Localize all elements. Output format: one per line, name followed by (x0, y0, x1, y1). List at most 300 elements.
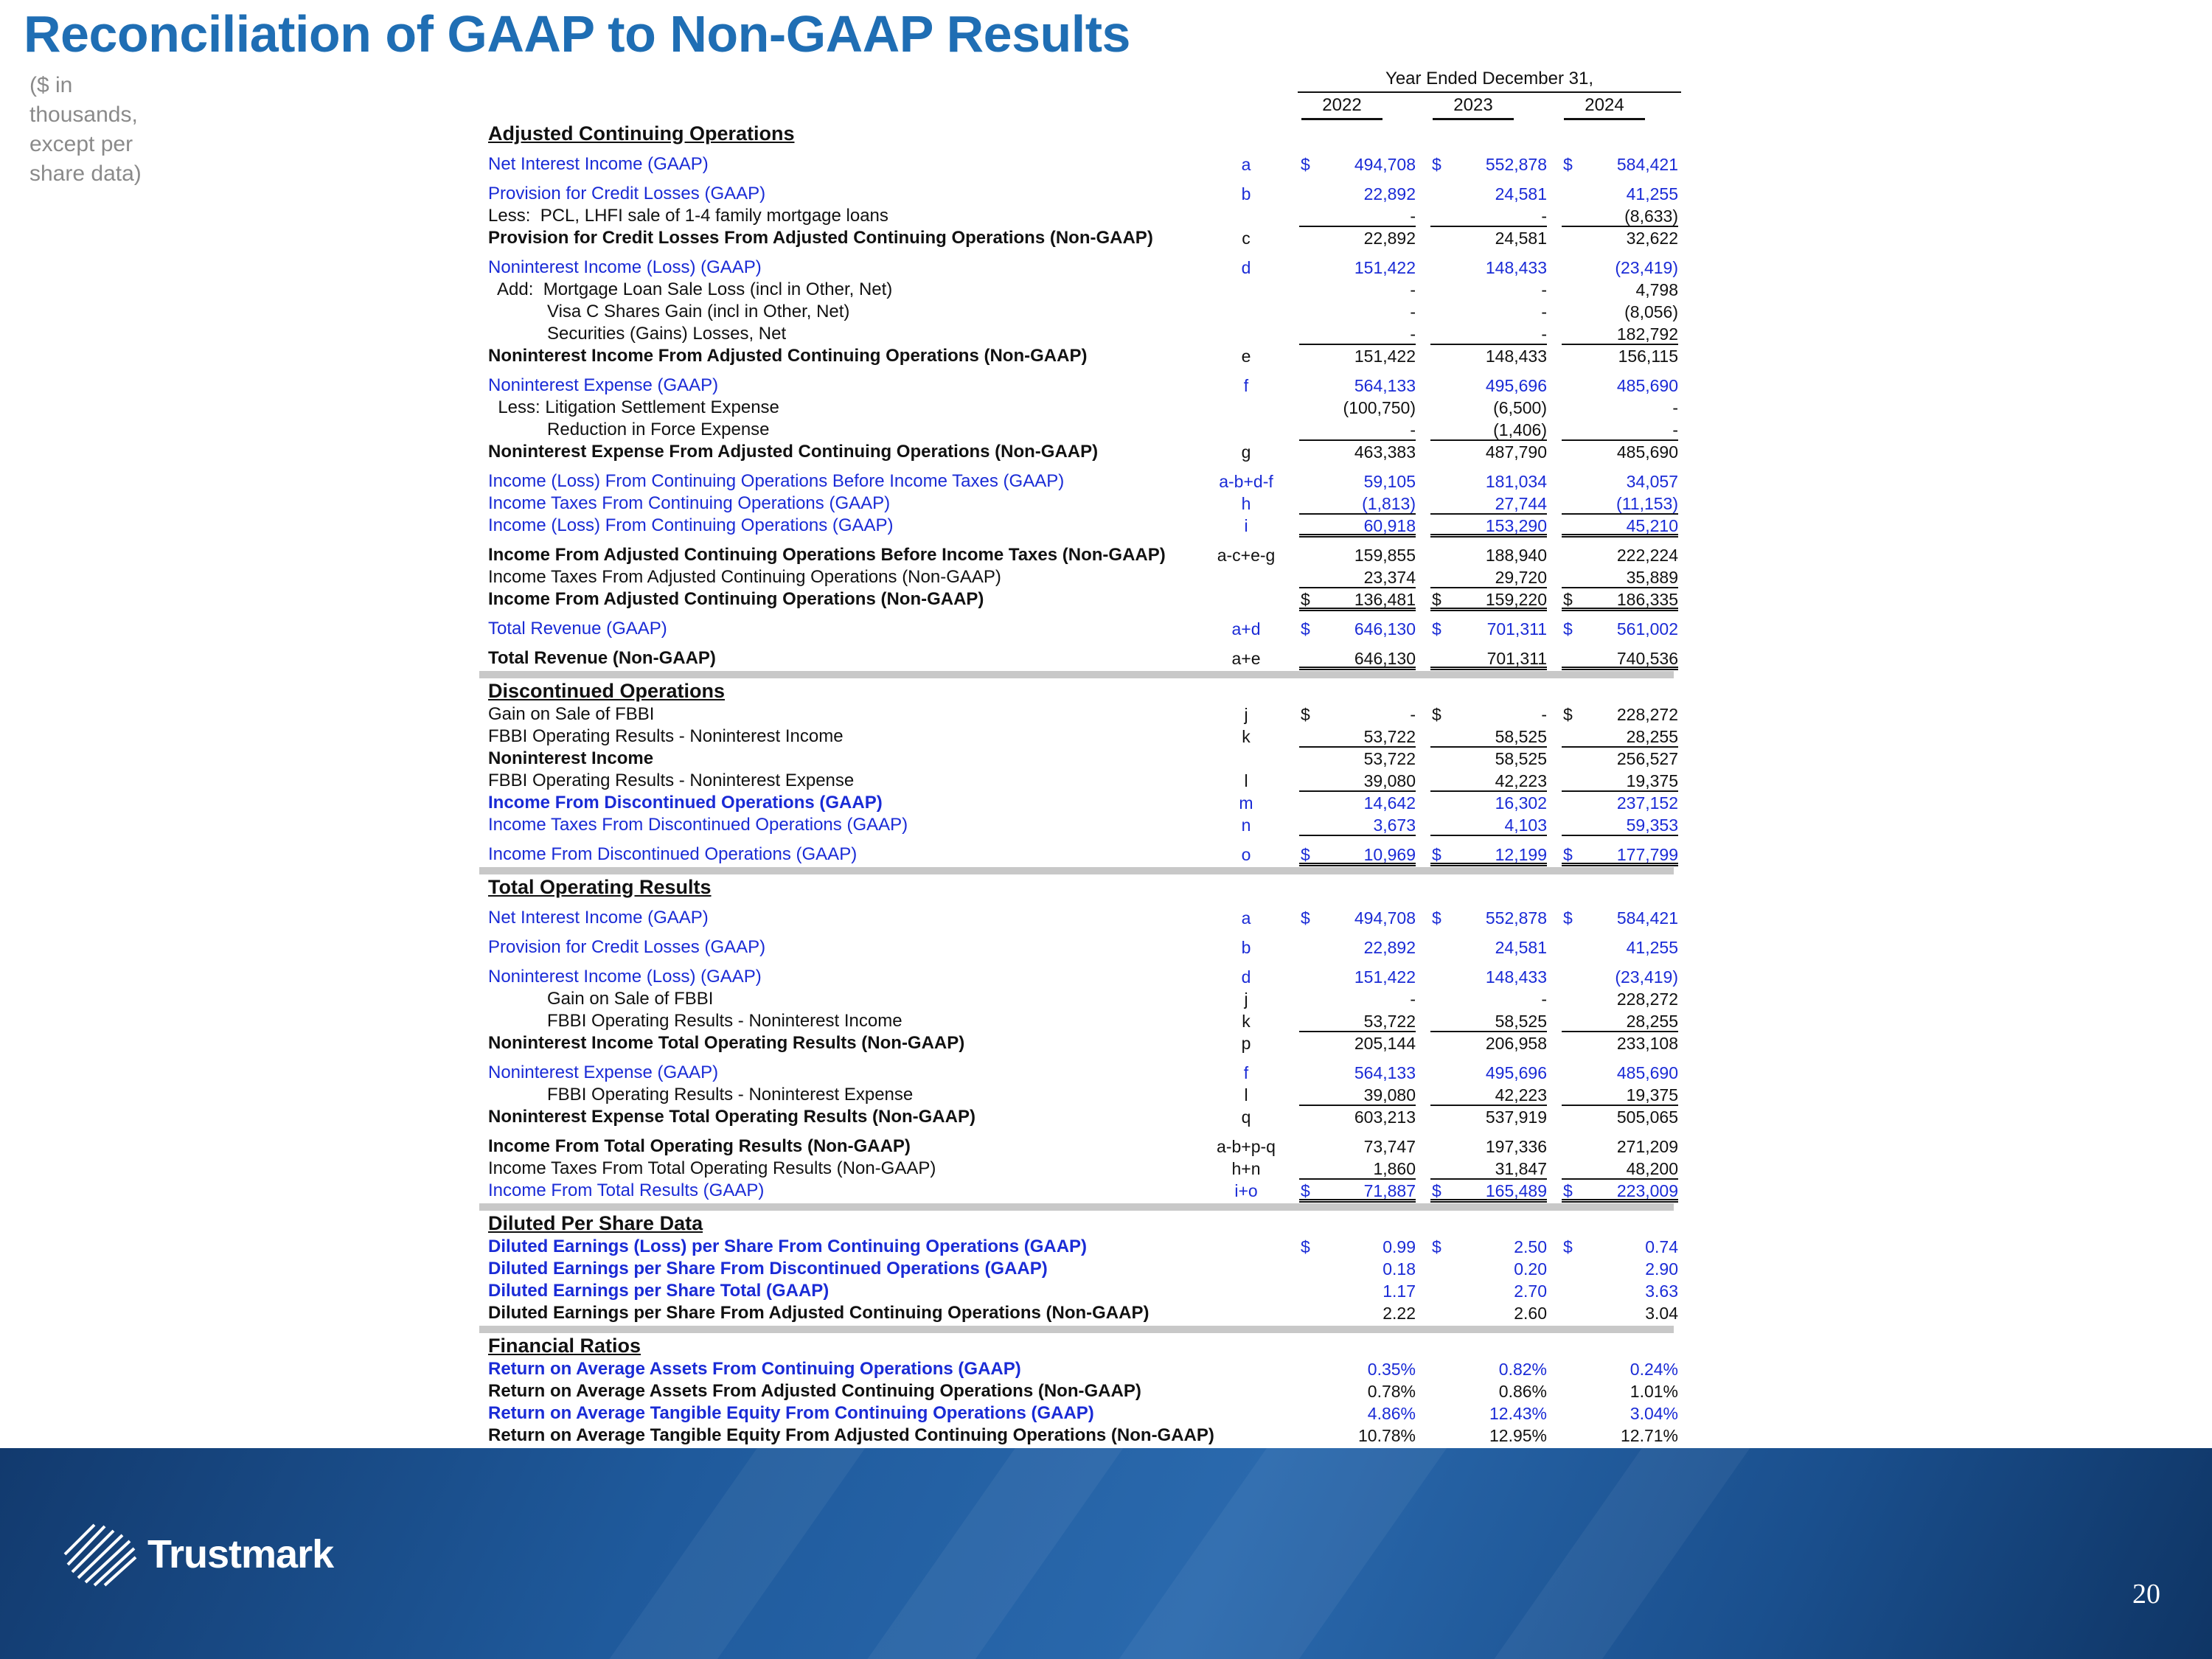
value-cell-2023: 12.43% (1489, 1404, 1547, 1423)
row-label: Less: PCL, LHFI sale of 1-4 family mortgage loans (488, 206, 888, 226)
value-cell-2024: 223,009 (1562, 1180, 1678, 1203)
row-label: Income From Adjusted Continuing Operations (Non-GAAP) (488, 589, 984, 609)
row-reference: l (1244, 1085, 1248, 1105)
value-cell-2023: 27,744 (1430, 493, 1547, 515)
row-reference: n (1241, 815, 1251, 835)
table-row (479, 1402, 1678, 1425)
value-cell-2024: 271,209 (1616, 1137, 1678, 1156)
value-cell-2024: - (1672, 398, 1678, 417)
value-cell-2024: - (1562, 419, 1678, 441)
table-row (479, 792, 1678, 814)
value-cell-2022: (1,813) (1299, 493, 1416, 515)
row-reference: b (1241, 938, 1251, 957)
row-label: Add: Mortgage Loan Sale Loss (incl in Other, Net) (488, 279, 893, 299)
section-heading: Total Operating Results (488, 876, 712, 898)
row-label: Income Taxes From Total Operating Results (Non-GAAP) (488, 1158, 936, 1178)
value-cell-2022: 494,708 (1354, 155, 1416, 174)
row-label: Provision for Credit Losses (GAAP) (488, 937, 766, 957)
row-label: Provision for Credit Losses From Adjusted Continuing Operations (Non-GAAP) (488, 228, 1153, 248)
row-label: Return on Average Assets From Adjusted Continuing Operations (Non-GAAP) (488, 1381, 1141, 1401)
value-cell-2023: 24,581 (1495, 184, 1547, 204)
value-cell-2022: 59,105 (1363, 472, 1416, 491)
footer-band (0, 1448, 2212, 1659)
table-row (479, 1135, 1678, 1158)
row-label: Securities (Gains) Losses, Net (488, 324, 787, 344)
value-cell-2023: 42,223 (1430, 770, 1547, 792)
table-row (479, 493, 1678, 515)
row-label: Income Taxes From Discontinued Operations (GAAP) (488, 815, 908, 835)
row-reference: i (1244, 516, 1248, 535)
row-label: Noninterest Expense Total Operating Results (Non-GAAP) (488, 1107, 975, 1127)
value-cell-2022: 10,969 (1299, 844, 1416, 866)
table-row (479, 618, 1678, 640)
value-cell-2024: (23,419) (1615, 258, 1678, 277)
value-cell-2023: 0.82% (1498, 1360, 1547, 1379)
row-label: Gain on Sale of FBBI (488, 704, 655, 724)
value-cell-2023: 206,958 (1485, 1034, 1547, 1053)
value-cell-2024: 1.01% (1630, 1382, 1678, 1401)
value-cell-2023: 2.70 (1514, 1281, 1547, 1301)
value-cell-2022: 463,383 (1354, 442, 1416, 462)
table-row (479, 1106, 1678, 1128)
value-cell-2022: 1,860 (1299, 1158, 1416, 1180)
table-row (479, 770, 1678, 792)
dollar-sign: $ (1432, 619, 1441, 639)
section-separator (479, 671, 1674, 678)
value-cell-2022: 0.78% (1367, 1382, 1416, 1401)
value-cell-2024: 177,799 (1562, 844, 1678, 866)
row-label: Noninterest Expense From Adjusted Continuing Operations (Non-GAAP) (488, 442, 1099, 462)
value-cell-2023: (1,406) (1430, 419, 1547, 441)
section-heading: Discontinued Operations (488, 680, 726, 702)
section-heading-row (479, 1335, 1674, 1357)
value-cell-2024: 256,527 (1616, 749, 1678, 768)
value-cell-2024: 4,798 (1635, 280, 1678, 299)
value-cell-2024: 48,200 (1562, 1158, 1678, 1180)
value-cell-2024: (8,633) (1562, 205, 1678, 227)
value-cell-2024: 59,353 (1562, 814, 1678, 836)
value-cell-2023: 58,525 (1430, 726, 1547, 748)
trustmark-globe-icon (62, 1519, 139, 1590)
dollar-sign: $ (1563, 845, 1573, 864)
row-reference: l (1244, 771, 1248, 790)
row-reference: d (1241, 967, 1251, 987)
value-cell-2024: 3.63 (1645, 1281, 1678, 1301)
table-row (479, 726, 1678, 748)
value-cell-2024: 3.04% (1630, 1404, 1678, 1423)
value-cell-2022: (100,750) (1343, 398, 1416, 417)
value-cell-2022: 60,918 (1299, 515, 1416, 538)
table-row (479, 419, 1678, 441)
value-cell-2023: - (1541, 302, 1547, 321)
row-label: Income From Total Results (GAAP) (488, 1180, 765, 1200)
table-row (479, 1302, 1678, 1324)
value-cell-2023: - (1541, 280, 1547, 299)
section-separator (479, 867, 1674, 874)
dollar-sign: $ (1563, 705, 1573, 724)
value-cell-2023: 2.60 (1514, 1304, 1547, 1323)
table-row (479, 907, 1678, 929)
table-row (479, 566, 1678, 588)
value-cell-2023: 148,433 (1485, 347, 1547, 366)
value-cell-2024: 28,255 (1562, 726, 1678, 748)
dollar-sign: $ (1301, 155, 1310, 174)
row-reference: m (1239, 793, 1253, 813)
table-row (479, 441, 1678, 463)
value-cell-2022: 151,422 (1354, 347, 1416, 366)
value-cell-2022: 53,722 (1299, 726, 1416, 748)
value-cell-2022: 646,130 (1299, 647, 1416, 670)
row-label: Income From Discontinued Operations (GAAP) (488, 793, 883, 813)
dollar-sign: $ (1432, 845, 1441, 864)
table-row (479, 1258, 1678, 1280)
value-cell-2024: (8,056) (1624, 302, 1678, 321)
row-reference: k (1242, 1012, 1251, 1031)
value-cell-2024: 0.74 (1645, 1237, 1678, 1256)
table-row (479, 183, 1678, 205)
value-cell-2023: 2.50 (1514, 1237, 1547, 1256)
row-label: FBBI Operating Results - Noninterest Expense (488, 771, 855, 790)
row-label: Provision for Credit Losses (GAAP) (488, 184, 766, 204)
row-reference: a (1241, 155, 1251, 174)
row-label: Noninterest Income Total Operating Results (Non-GAAP) (488, 1033, 965, 1053)
row-label: Diluted Earnings per Share Total (GAAP) (488, 1281, 830, 1301)
row-label: Income (Loss) From Continuing Operations Before Income Taxes (GAAP) (488, 471, 1065, 491)
row-reference: a+d (1231, 619, 1261, 639)
row-label: Return on Average Assets From Continuing Operations (GAAP) (488, 1359, 1021, 1379)
table-row (479, 703, 1678, 726)
value-cell-2023: 58,525 (1430, 1010, 1547, 1032)
table-row (479, 1062, 1678, 1084)
value-cell-2023: 165,489 (1430, 1180, 1547, 1203)
row-label: Income From Discontinued Operations (GAAP) (488, 844, 858, 864)
row-label: Income (Loss) From Continuing Operations (GAAP) (488, 515, 894, 535)
value-cell-2023: 0.20 (1514, 1259, 1547, 1279)
value-cell-2022: 22,892 (1363, 229, 1416, 248)
value-cell-2022: 151,422 (1354, 258, 1416, 277)
value-cell-2023: 552,878 (1485, 155, 1547, 174)
value-cell-2023: 153,290 (1430, 515, 1547, 538)
table-row (479, 647, 1678, 669)
row-reference: k (1242, 727, 1251, 746)
value-cell-2022: 3,673 (1299, 814, 1416, 836)
value-cell-2022: 494,708 (1354, 908, 1416, 928)
value-cell-2024: 34,057 (1626, 472, 1678, 491)
section-heading: Adjusted Continuing Operations (488, 122, 795, 145)
table-row (479, 323, 1678, 345)
page-number: 20 (2132, 1579, 2160, 1610)
value-cell-2023: 24,581 (1495, 229, 1547, 248)
dollar-sign: $ (1432, 705, 1441, 724)
value-cell-2022: 0.18 (1382, 1259, 1416, 1279)
table-row (479, 470, 1678, 493)
table-row (479, 936, 1678, 959)
table-row (479, 1425, 1678, 1447)
value-cell-2024: 584,421 (1616, 908, 1678, 928)
value-cell-2024: 19,375 (1562, 770, 1678, 792)
row-label: Return on Average Tangible Equity From Continuing Operations (GAAP) (488, 1403, 1094, 1423)
row-label: Net Interest Income (GAAP) (488, 154, 709, 174)
value-cell-2024: 186,335 (1562, 588, 1678, 611)
row-reference: a+e (1231, 649, 1261, 668)
table-row (479, 544, 1678, 566)
value-cell-2022: 4.86% (1367, 1404, 1416, 1423)
value-cell-2024: 32,622 (1626, 229, 1678, 248)
row-reference: d (1241, 258, 1251, 277)
table-row (479, 1280, 1678, 1302)
value-cell-2022: 564,133 (1354, 1063, 1416, 1082)
dollar-sign: $ (1301, 1181, 1310, 1200)
row-label: Income Taxes From Adjusted Continuing Operations (Non-GAAP) (488, 567, 1001, 587)
value-cell-2024: 228,272 (1616, 990, 1678, 1009)
value-cell-2022: - (1410, 280, 1416, 299)
value-cell-2024: 233,108 (1616, 1034, 1678, 1053)
page-title: Reconciliation of GAAP to Non-GAAP Results (24, 5, 1130, 63)
value-cell-2024: 485,690 (1616, 1063, 1678, 1082)
table-row (479, 345, 1678, 367)
row-label: Reduction in Force Expense (488, 420, 770, 439)
value-cell-2024: 12.71% (1620, 1426, 1678, 1445)
dollar-sign: $ (1301, 590, 1310, 609)
row-reference: f (1243, 1063, 1249, 1082)
value-cell-2023: 495,696 (1485, 1063, 1547, 1082)
value-cell-2024: 156,115 (1618, 347, 1678, 366)
value-cell-2022: 646,130 (1354, 619, 1416, 639)
value-cell-2022: 53,722 (1299, 1010, 1416, 1032)
dollar-sign: $ (1563, 1181, 1573, 1200)
value-cell-2022: 136,481 (1299, 588, 1416, 611)
row-reference: e (1241, 347, 1251, 366)
value-cell-2022: 0.99 (1382, 1237, 1416, 1256)
section-heading-row (479, 122, 1674, 145)
row-label: Less: Litigation Settlement Expense (488, 397, 779, 417)
value-cell-2023: 16,302 (1495, 793, 1547, 813)
table-row (479, 1158, 1678, 1180)
value-cell-2024: 228,272 (1616, 705, 1678, 724)
row-reference: j (1244, 705, 1248, 724)
value-cell-2023: 701,311 (1486, 619, 1547, 639)
table-row (479, 814, 1678, 836)
value-cell-2022: 71,887 (1299, 1180, 1416, 1203)
value-cell-2024: 485,690 (1616, 442, 1678, 462)
dollar-sign: $ (1563, 590, 1573, 609)
value-cell-2024: 584,421 (1616, 155, 1678, 174)
value-cell-2023: - (1430, 323, 1547, 345)
value-cell-2022: 151,422 (1354, 967, 1416, 987)
value-cell-2022: 53,722 (1363, 749, 1416, 768)
row-reference: f (1243, 376, 1249, 395)
value-cell-2023: 58,525 (1495, 749, 1547, 768)
row-label: FBBI Operating Results - Noninterest Income (488, 1011, 902, 1031)
row-reference: p (1241, 1034, 1251, 1053)
dollar-sign: $ (1563, 908, 1573, 928)
value-cell-2022: 1.17 (1382, 1281, 1416, 1301)
value-cell-2024: 505,065 (1616, 1107, 1678, 1127)
period-heading: Year Ended December 31, (1298, 66, 1681, 93)
value-cell-2023: 148,433 (1485, 967, 1547, 987)
value-cell-2023: 552,878 (1485, 908, 1547, 928)
logo-text: Trustmark (147, 1532, 334, 1576)
row-label: Net Interest Income (GAAP) (488, 908, 709, 928)
value-cell-2022: 10.78% (1357, 1426, 1416, 1445)
row-label: Noninterest Expense (GAAP) (488, 375, 719, 395)
table-row (479, 1032, 1678, 1054)
value-cell-2024: 3.04 (1645, 1304, 1678, 1323)
row-label: Diluted Earnings per Share From Adjusted Continuing Operations (Non-GAAP) (488, 1303, 1150, 1323)
value-cell-2024: 222,224 (1616, 546, 1678, 565)
value-cell-2024: 561,002 (1616, 619, 1678, 639)
dollar-sign: $ (1432, 1181, 1441, 1200)
value-cell-2022: - (1410, 302, 1416, 321)
value-cell-2022: 39,080 (1299, 1084, 1416, 1106)
value-cell-2024: 35,889 (1562, 566, 1678, 588)
value-cell-2022: 0.35% (1367, 1360, 1416, 1379)
row-label: Diluted Earnings per Share From Discontinued Operations (GAAP) (488, 1259, 1048, 1279)
table-row (479, 515, 1678, 537)
value-cell-2024: (23,419) (1615, 967, 1678, 987)
value-cell-2023: 31,847 (1430, 1158, 1547, 1180)
value-cell-2022: - (1410, 990, 1416, 1009)
table-row (479, 1358, 1678, 1380)
value-cell-2023: 701,311 (1430, 647, 1547, 670)
value-cell-2023: 12.95% (1489, 1426, 1547, 1445)
value-cell-2023: 12,199 (1430, 844, 1547, 866)
value-cell-2022: - (1299, 323, 1416, 345)
value-cell-2023: 181,034 (1485, 472, 1547, 491)
dollar-sign: $ (1301, 619, 1310, 639)
table-row (479, 153, 1678, 175)
table-row (479, 1236, 1678, 1258)
dollar-sign: $ (1301, 705, 1310, 724)
section-separator (479, 1326, 1674, 1333)
row-label: FBBI Operating Results - Noninterest Expense (488, 1085, 914, 1105)
row-label: Noninterest Income (Loss) (GAAP) (488, 257, 762, 277)
table-row (479, 227, 1678, 249)
row-label: Noninterest Income (Loss) (GAAP) (488, 967, 762, 987)
table-row (479, 257, 1678, 279)
row-reference: a-c+e-g (1217, 546, 1276, 565)
value-cell-2023: 537,919 (1485, 1107, 1547, 1127)
table-row (479, 279, 1678, 301)
row-reference: o (1241, 845, 1251, 864)
table-row (479, 375, 1678, 397)
value-cell-2024: 237,152 (1616, 793, 1678, 813)
value-cell-2022: 159,855 (1354, 546, 1416, 565)
value-cell-2022: 73,747 (1363, 1137, 1416, 1156)
row-reference: h+n (1231, 1159, 1261, 1178)
value-cell-2024: 19,375 (1562, 1084, 1678, 1106)
value-cell-2022: 2.22 (1382, 1304, 1416, 1323)
dollar-sign: $ (1563, 1237, 1573, 1256)
row-label: Income From Total Operating Results (Non-GAAP) (488, 1136, 911, 1156)
row-reference: b (1241, 184, 1251, 204)
value-cell-2022: 23,374 (1299, 566, 1416, 588)
row-reference: c (1242, 229, 1251, 248)
section-heading: Diluted Per Share Data (488, 1212, 703, 1234)
dollar-sign: $ (1301, 908, 1310, 928)
page-subtitle: ($ in thousands, except per share data) (29, 73, 142, 186)
row-reference: h (1241, 494, 1251, 513)
value-cell-2022: 603,213 (1354, 1107, 1416, 1127)
value-cell-2023: - (1541, 990, 1547, 1009)
value-cell-2022: 14,642 (1363, 793, 1416, 813)
value-cell-2024: 182,792 (1562, 323, 1678, 345)
footer-stripe (460, 1448, 956, 1659)
table-row (479, 1010, 1678, 1032)
table-row (479, 748, 1678, 770)
section-separator (479, 1203, 1674, 1211)
row-label: Income From Adjusted Continuing Operations Before Income Taxes (Non-GAAP) (488, 545, 1166, 565)
row-reference: i+o (1234, 1181, 1258, 1200)
row-label: Total Revenue (GAAP) (488, 619, 667, 639)
dollar-sign: $ (1432, 908, 1441, 928)
year-header-2023: 2023 (1433, 93, 1514, 120)
section-heading-row (479, 876, 1674, 898)
row-reference: g (1241, 442, 1251, 462)
value-cell-2023: 4,103 (1430, 814, 1547, 836)
row-reference: a-b+d-f (1219, 472, 1273, 491)
value-cell-2022: - (1299, 205, 1416, 227)
table-row (479, 988, 1678, 1010)
value-cell-2023: - (1430, 205, 1547, 227)
row-label: Noninterest Income From Adjusted Continuing Operations (Non-GAAP) (488, 346, 1088, 366)
value-cell-2022: 22,892 (1363, 938, 1416, 957)
value-cell-2022: - (1410, 705, 1416, 724)
value-cell-2023: 487,790 (1485, 442, 1547, 462)
value-cell-2023: 24,581 (1495, 938, 1547, 957)
row-reference: a-b+p-q (1217, 1137, 1276, 1156)
dollar-sign: $ (1301, 845, 1310, 864)
table-row (479, 1084, 1678, 1106)
value-cell-2022: - (1299, 419, 1416, 441)
value-cell-2023: 42,223 (1430, 1084, 1547, 1106)
row-label: Noninterest Income (488, 748, 654, 768)
section-heading: Financial Ratios (488, 1335, 641, 1357)
value-cell-2024: 485,690 (1616, 376, 1678, 395)
row-label: Income Taxes From Continuing Operations (GAAP) (488, 493, 891, 513)
table-row (479, 966, 1678, 988)
value-cell-2023: 197,336 (1485, 1137, 1547, 1156)
dollar-sign: $ (1432, 1237, 1441, 1256)
value-cell-2023: 495,696 (1485, 376, 1547, 395)
row-label: Diluted Earnings (Loss) per Share From Continuing Operations (GAAP) (488, 1237, 1088, 1256)
dollar-sign: $ (1432, 155, 1441, 174)
dollar-sign: $ (1432, 590, 1441, 609)
row-label: Return on Average Tangible Equity From Adjusted Continuing Operations (Non-GAAP) (488, 1425, 1214, 1445)
value-cell-2023: 188,940 (1485, 546, 1547, 565)
value-cell-2023: 148,433 (1485, 258, 1547, 277)
value-cell-2024: (11,153) (1562, 493, 1678, 515)
trustmark-logo (62, 1519, 333, 1590)
value-cell-2024: 28,255 (1562, 1010, 1678, 1032)
row-reference: q (1241, 1107, 1251, 1127)
year-header-2024: 2024 (1564, 93, 1645, 120)
dollar-sign: $ (1301, 1237, 1310, 1256)
table-row (479, 205, 1678, 227)
row-label: Visa C Shares Gain (incl in Other, Net) (488, 302, 850, 321)
table-row (479, 1380, 1678, 1402)
value-cell-2022: 205,144 (1354, 1034, 1416, 1053)
value-cell-2023: (6,500) (1493, 398, 1547, 417)
value-cell-2024: 0.24% (1630, 1360, 1678, 1379)
value-cell-2022: 22,892 (1363, 184, 1416, 204)
value-cell-2023: - (1541, 705, 1547, 724)
row-label: Total Revenue (Non-GAAP) (488, 648, 716, 668)
value-cell-2024: 740,536 (1562, 647, 1678, 670)
value-cell-2022: 564,133 (1354, 376, 1416, 395)
value-cell-2024: 2.90 (1645, 1259, 1678, 1279)
dollar-sign: $ (1563, 619, 1573, 639)
